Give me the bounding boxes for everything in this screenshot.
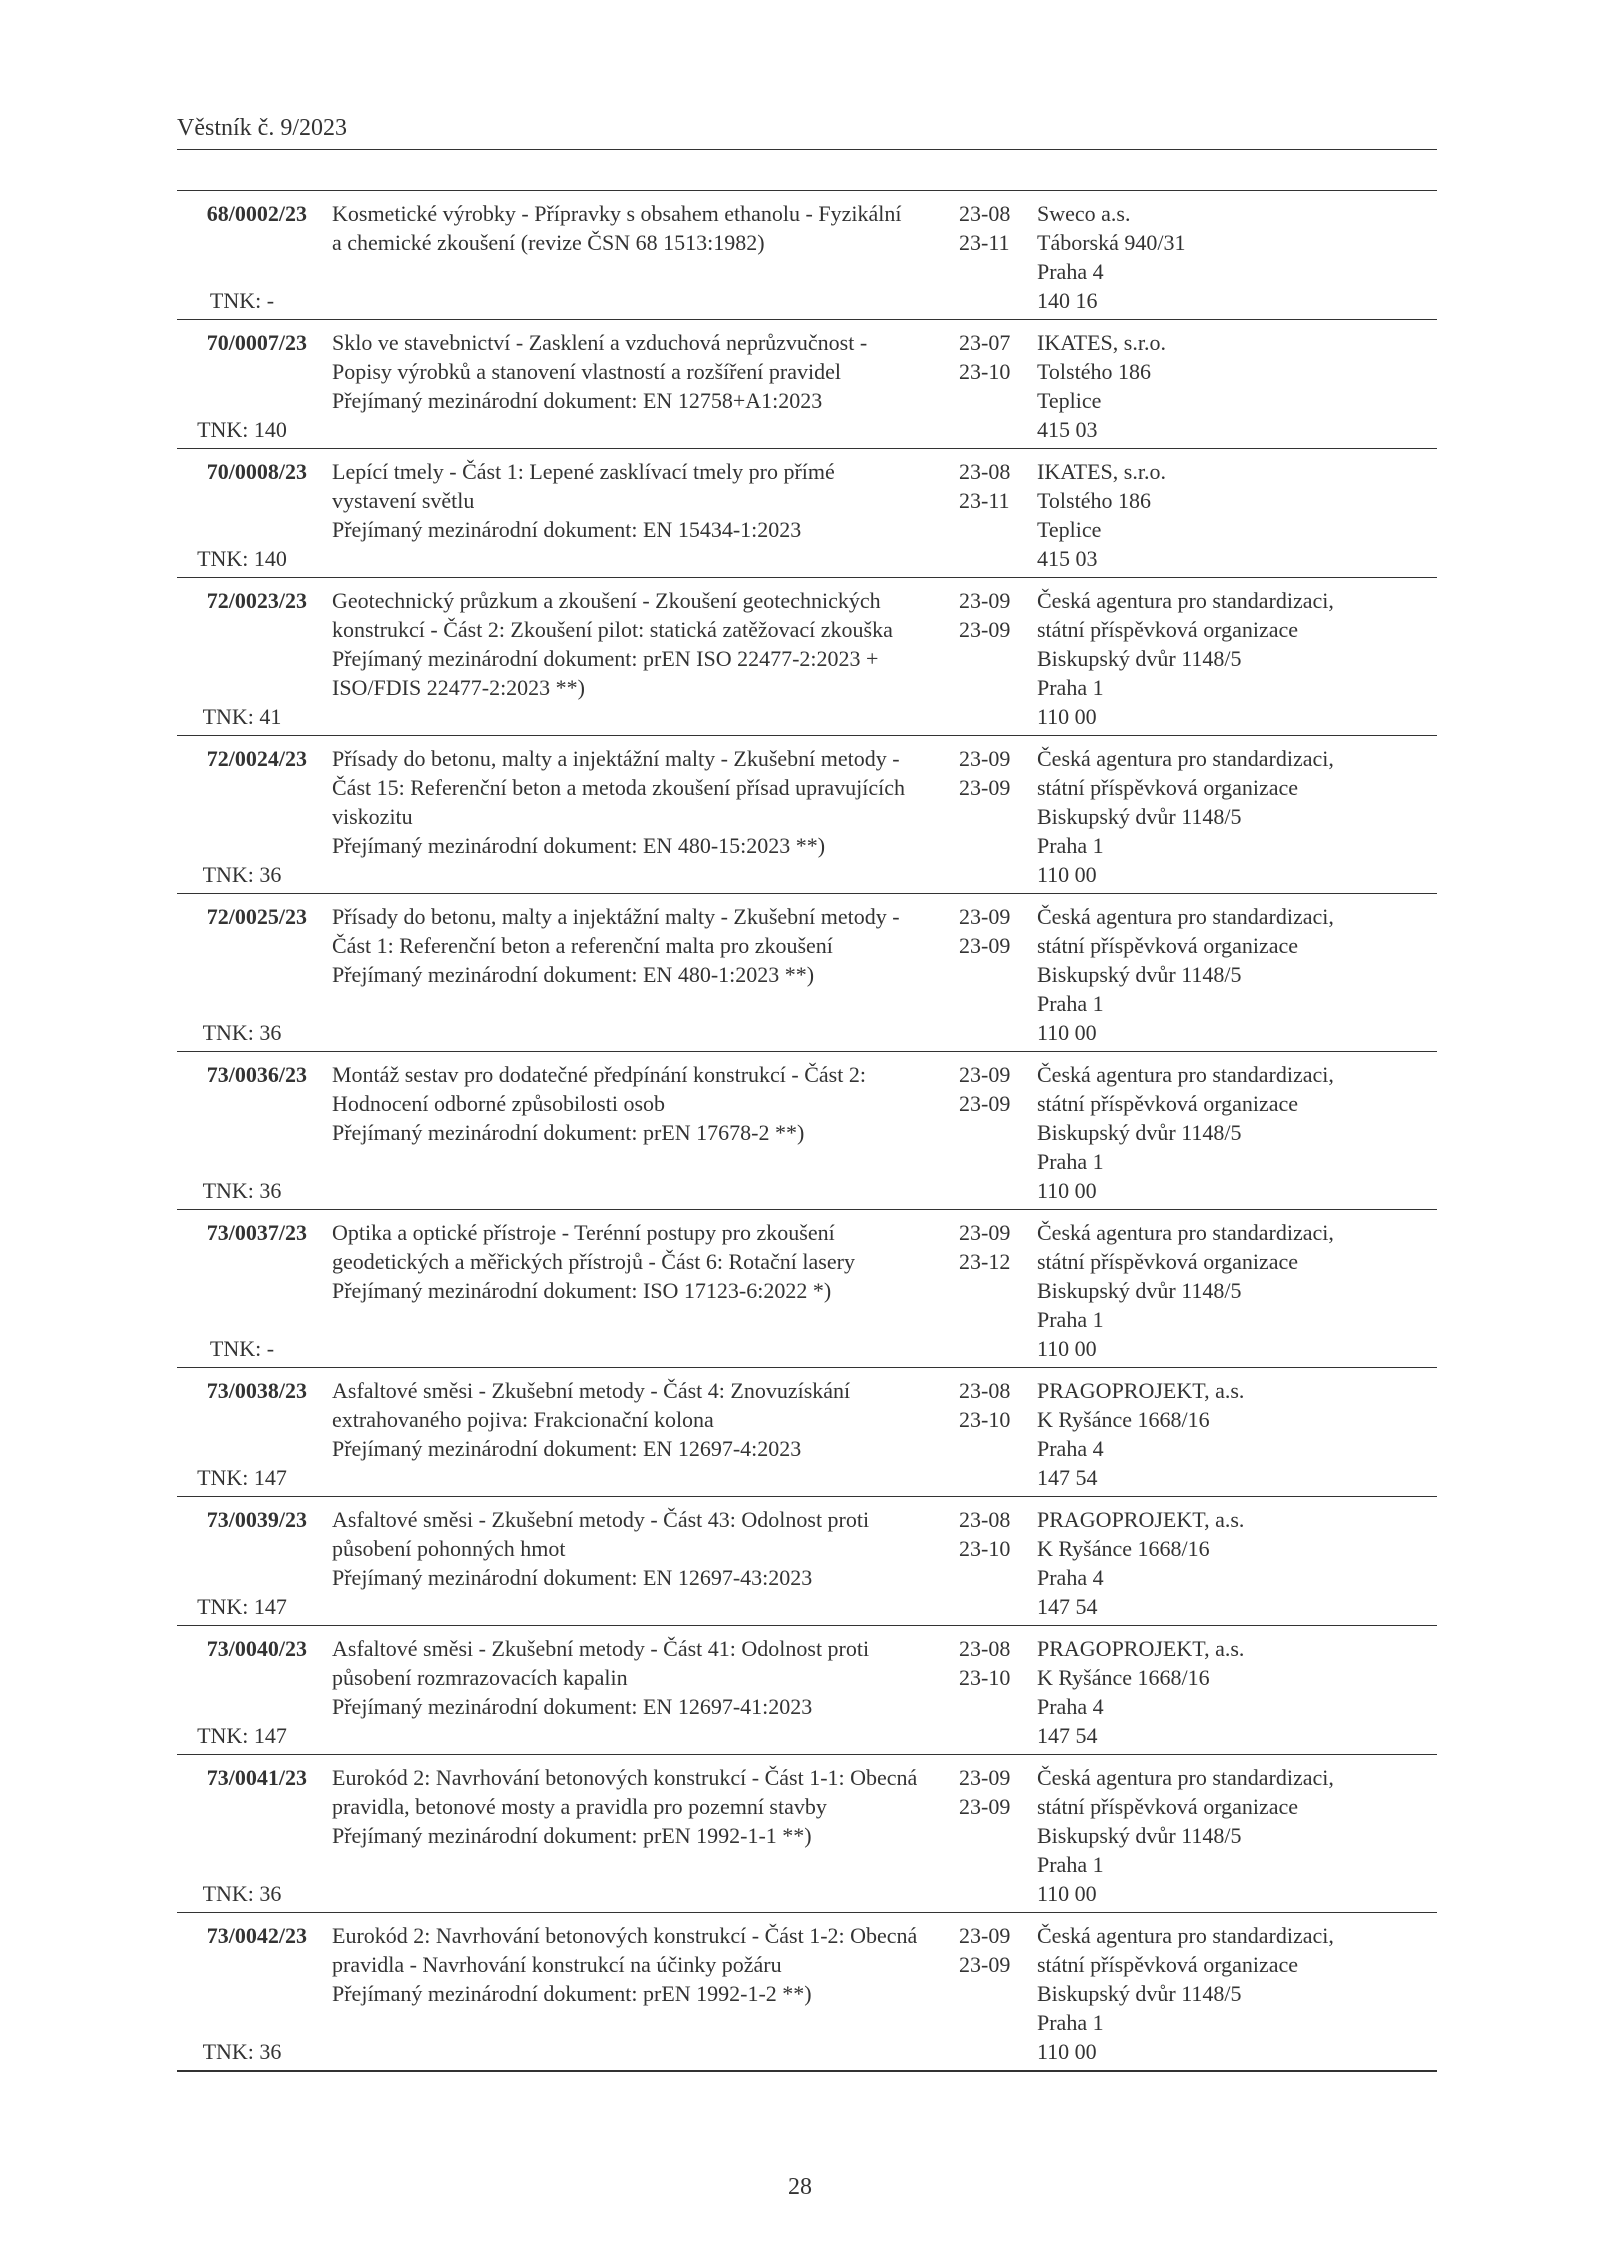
entry-organization-line: 147 54: [1037, 1594, 1098, 1619]
entry-tnk: TNK: -: [209, 288, 275, 313]
entry-dates-line: 23-08: [959, 201, 1011, 226]
entry-organization: [1037, 328, 1437, 444]
entry-number: 70/0007/23: [206, 330, 307, 355]
entry-description-line: působení rozmrazovacích kapalin: [332, 1665, 628, 1690]
entry-description-line: pravidla, betonové mosty a pravidla pro pozemní stavby: [332, 1794, 827, 1819]
entry-description-line: pravidla - Navrhování konstrukcí na účinky požáru: [332, 1952, 782, 1977]
entry-description-line: konstrukcí - Část 2: Zkoušení pilot: statická zatěžovací zkouška: [332, 617, 893, 642]
entry-number: 72/0025/23: [206, 904, 307, 929]
entry-organization-line: IKATES, s.r.o.: [1037, 330, 1166, 355]
entry-description: [307, 902, 947, 1047]
entry-organization-line: 110 00: [1037, 704, 1097, 729]
table-row: [177, 191, 1437, 320]
table-row: [177, 1368, 1437, 1497]
entry-number: 70/0008/23: [206, 459, 307, 484]
entry-description-line: Přejímaný mezinárodní dokument: EN 12758+A1:2023: [332, 388, 823, 413]
entry-organization-line: Tolstého 186: [1037, 359, 1151, 384]
entry-dates: [947, 902, 1037, 1047]
entry-dates-line: 23-09: [959, 746, 1011, 771]
entry-organization-line: Biskupský dvůr 1148/5: [1037, 646, 1242, 671]
entry-dates-line: 23-09: [959, 933, 1011, 958]
entry-number: 73/0039/23: [206, 1507, 307, 1532]
entry-description-line: Přejímaný mezinárodní dokument: prEN 17678-2 **): [332, 1120, 805, 1145]
entry-dates-line: 23-08: [959, 1507, 1011, 1532]
entry-description: [307, 1634, 947, 1750]
entry-description-line: extrahovaného pojiva: Frakcionační kolona: [332, 1407, 714, 1432]
entry-description-line: Přísady do betonu, malty a injektážní malty - Zkušební metody -: [332, 746, 900, 771]
entry-organization-line: Praha 1: [1037, 1852, 1104, 1877]
entry-description-line: Přejímaný mezinárodní dokument: EN 480-1:2023 **): [332, 962, 815, 987]
entry-organization-line: IKATES, s.r.o.: [1037, 459, 1166, 484]
bulletin-title: Věstník č. 9/2023: [177, 115, 347, 141]
entry-organization-line: státní příspěvková organizace: [1037, 775, 1299, 800]
entry-dates: [947, 744, 1037, 889]
table-row: [177, 449, 1437, 578]
entry-description-line: Přísady do betonu, malty a injektážní malty - Zkušební metody -: [332, 904, 900, 929]
table-row: [177, 1052, 1437, 1210]
entry-dates-line: 23-11: [959, 488, 1010, 513]
entry-description-line: Geotechnický průzkum a zkoušení - Zkoušení geotechnických: [332, 588, 881, 613]
entry-organization-line: PRAGOPROJEKT, a.s.: [1037, 1507, 1245, 1532]
entry-dates: [947, 1218, 1037, 1363]
entry-dates-line: 23-12: [959, 1249, 1011, 1274]
entry-organization-line: Biskupský dvůr 1148/5: [1037, 1278, 1242, 1303]
entry-description-line: Montáž sestav pro dodatečné předpínání konstrukcí - Část 2:: [332, 1062, 866, 1087]
page-number: 28: [788, 2174, 812, 2200]
entry-organization-line: 110 00: [1037, 1020, 1097, 1045]
entry-organization-line: Biskupský dvůr 1148/5: [1037, 1823, 1242, 1848]
entry-organization-line: Praha 1: [1037, 991, 1104, 1016]
entry-organization-line: státní příspěvková organizace: [1037, 1794, 1299, 1819]
entry-dates-line: 23-10: [959, 359, 1011, 384]
entry-organization-line: Táborská 940/31: [1037, 230, 1186, 255]
entry-id-cell: [177, 1763, 307, 1908]
entry-organization-line: Teplice: [1037, 388, 1102, 413]
page-header: [177, 113, 1437, 150]
entry-id-cell: [177, 457, 307, 573]
entry-organization-line: PRAGOPROJEKT, a.s.: [1037, 1378, 1245, 1403]
entry-tnk: TNK: 36: [202, 1020, 282, 1045]
entry-organization: [1037, 744, 1437, 889]
entry-dates-line: 23-07: [959, 330, 1011, 355]
entry-organization-line: 110 00: [1037, 1178, 1097, 1203]
entry-number: 73/0042/23: [206, 1923, 307, 1948]
entry-number: 72/0023/23: [206, 588, 307, 613]
entry-dates: [947, 457, 1037, 573]
entry-dates-line: 23-09: [959, 588, 1011, 613]
entry-tnk: TNK: 140: [197, 546, 287, 571]
entry-tnk: TNK: 36: [202, 862, 282, 887]
entry-dates-line: 23-10: [959, 1407, 1011, 1432]
entry-organization: [1037, 902, 1437, 1047]
entry-organization-line: Sweco a.s.: [1037, 201, 1131, 226]
entry-description-line: Přejímaný mezinárodní dokument: prEN 1992-1-1 **): [332, 1823, 812, 1848]
entry-organization-line: státní příspěvková organizace: [1037, 1952, 1299, 1977]
entry-organization-line: Česká agentura pro standardizaci,: [1037, 1923, 1334, 1948]
entry-description-line: ISO/FDIS 22477-2:2023 **): [332, 675, 586, 700]
entry-organization-line: 110 00: [1037, 1336, 1097, 1361]
entry-organization-line: Praha 1: [1037, 2010, 1104, 2035]
entry-organization-line: Praha 1: [1037, 675, 1104, 700]
entry-number: 68/0002/23: [206, 201, 307, 226]
entry-dates-line: 23-09: [959, 1091, 1011, 1116]
entry-organization-line: Praha 4: [1037, 259, 1104, 284]
entry-dates-line: 23-09: [959, 1062, 1011, 1087]
entry-description-line: Část 1: Referenční beton a referenční malta pro zkoušení: [332, 933, 833, 958]
entry-description-line: Asfaltové směsi - Zkušební metody - Část 43: Odolnost proti: [332, 1507, 870, 1532]
entry-dates-line: 23-09: [959, 617, 1011, 642]
table-row: [177, 1913, 1437, 2072]
entry-organization: [1037, 1376, 1437, 1492]
bulletin-table: [177, 190, 1437, 2072]
entry-description: [307, 1376, 947, 1492]
entry-organization-line: K Ryšánce 1668/16: [1037, 1407, 1210, 1432]
entry-organization: [1037, 1060, 1437, 1205]
entry-organization-line: PRAGOPROJEKT, a.s.: [1037, 1636, 1245, 1661]
entry-organization-line: Biskupský dvůr 1148/5: [1037, 962, 1242, 987]
entry-organization-line: 140 16: [1037, 288, 1098, 313]
entry-id-cell: [177, 1060, 307, 1205]
entry-organization: [1037, 199, 1437, 315]
entry-organization-line: 415 03: [1037, 546, 1098, 571]
table-row: [177, 736, 1437, 894]
entry-dates-line: 23-08: [959, 1378, 1011, 1403]
entry-dates-line: 23-09: [959, 1794, 1011, 1819]
entry-description-line: Přejímaný mezinárodní dokument: EN 12697-41:2023: [332, 1694, 813, 1719]
entry-description-line: Optika a optické přístroje - Terénní postupy pro zkoušení: [332, 1220, 835, 1245]
entry-id-cell: [177, 328, 307, 444]
entry-description-line: viskozitu: [332, 804, 413, 829]
entry-dates: [947, 1763, 1037, 1908]
entry-id-cell: [177, 1376, 307, 1492]
entry-organization-line: Česká agentura pro standardizaci,: [1037, 746, 1334, 771]
entry-description: [307, 457, 947, 573]
entry-dates: [947, 1634, 1037, 1750]
entry-description-line: Asfaltové směsi - Zkušební metody - Část 41: Odolnost proti: [332, 1636, 870, 1661]
entry-description: [307, 1218, 947, 1363]
entry-organization-line: Praha 4: [1037, 1436, 1104, 1461]
entry-dates: [947, 199, 1037, 315]
entry-organization-line: státní příspěvková organizace: [1037, 1249, 1299, 1274]
entry-tnk: TNK: 36: [202, 2039, 282, 2064]
entry-description: [307, 586, 947, 731]
entry-description: [307, 1763, 947, 1908]
table-row: [177, 320, 1437, 449]
entry-description-line: Přejímaný mezinárodní dokument: EN 12697-43:2023: [332, 1565, 813, 1590]
entry-organization-line: Česká agentura pro standardizaci,: [1037, 1220, 1334, 1245]
entry-id-cell: [177, 744, 307, 889]
entry-organization: [1037, 1921, 1437, 2066]
entry-dates-line: 23-09: [959, 1765, 1011, 1790]
table-row: [177, 578, 1437, 736]
entry-organization: [1037, 457, 1437, 573]
entry-description-line: Přejímaný mezinárodní dokument: EN 480-15:2023 **): [332, 833, 826, 858]
entry-description-line: Část 15: Referenční beton a metoda zkoušení přísad upravujících: [332, 775, 906, 800]
entry-description-line: vystavení světlu: [332, 488, 475, 513]
entry-tnk: TNK: 140: [197, 417, 287, 442]
entry-dates: [947, 586, 1037, 731]
entry-organization-line: Praha 1: [1037, 1307, 1104, 1332]
entry-dates-line: 23-08: [959, 1636, 1011, 1661]
entry-organization-line: 147 54: [1037, 1723, 1098, 1748]
entry-organization-line: Teplice: [1037, 517, 1102, 542]
entry-id-cell: [177, 199, 307, 315]
entry-dates-line: 23-09: [959, 775, 1011, 800]
entry-organization-line: Praha 1: [1037, 833, 1104, 858]
table-row: [177, 894, 1437, 1052]
entry-number: 72/0024/23: [206, 746, 307, 771]
entry-organization-line: Biskupský dvůr 1148/5: [1037, 1981, 1242, 2006]
entry-id-cell: [177, 1634, 307, 1750]
entry-dates: [947, 1376, 1037, 1492]
entry-dates: [947, 328, 1037, 444]
entry-tnk: TNK: 147: [197, 1465, 287, 1490]
entry-organization-line: Praha 1: [1037, 1149, 1104, 1174]
entry-dates: [947, 1060, 1037, 1205]
entry-dates-line: 23-09: [959, 1220, 1011, 1245]
entry-organization: [1037, 1218, 1437, 1363]
entry-description-line: Eurokód 2: Navrhování betonových konstrukcí - Část 1-2: Obecná: [332, 1923, 918, 1948]
entry-organization: [1037, 1634, 1437, 1750]
entry-description-line: Přejímaný mezinárodní dokument: EN 12697-4:2023: [332, 1436, 802, 1461]
entry-description-line: Přejímaný mezinárodní dokument: ISO 17123-6:2022 *): [332, 1278, 832, 1303]
entry-description-line: Hodnocení odborné způsobilosti osob: [332, 1091, 666, 1116]
entry-description: [307, 1505, 947, 1621]
entry-description-line: působení pohonných hmot: [332, 1536, 566, 1561]
entry-organization-line: státní příspěvková organizace: [1037, 933, 1299, 958]
entry-tnk: TNK: 36: [202, 1881, 282, 1906]
entry-organization-line: K Ryšánce 1668/16: [1037, 1665, 1210, 1690]
entry-organization-line: Česká agentura pro standardizaci,: [1037, 1062, 1334, 1087]
entry-tnk: TNK: -: [209, 1336, 275, 1361]
entry-organization-line: 147 54: [1037, 1465, 1098, 1490]
entry-organization-line: Česká agentura pro standardizaci,: [1037, 904, 1334, 929]
entry-organization-line: Praha 4: [1037, 1694, 1104, 1719]
entry-dates-line: 23-08: [959, 459, 1011, 484]
entry-number: 73/0036/23: [206, 1062, 307, 1087]
entry-tnk: TNK: 41: [202, 704, 282, 729]
entry-description-line: Kosmetické výrobky - Přípravky s obsahem ethanolu - Fyzikální: [332, 201, 902, 226]
entry-description-line: Popisy výrobků a stanovení vlastností a rozšíření pravidel: [332, 359, 841, 384]
entry-organization: [1037, 1505, 1437, 1621]
table-row: [177, 1626, 1437, 1755]
entry-dates-line: 23-09: [959, 1923, 1011, 1948]
entry-dates-line: 23-10: [959, 1536, 1011, 1561]
entry-organization-line: Biskupský dvůr 1148/5: [1037, 804, 1242, 829]
entry-id-cell: [177, 1218, 307, 1363]
entry-dates-line: 23-09: [959, 904, 1011, 929]
entry-number: 73/0040/23: [206, 1636, 307, 1661]
entry-dates-line: 23-11: [959, 230, 1010, 255]
entry-organization-line: 110 00: [1037, 1881, 1097, 1906]
entry-id-cell: [177, 1505, 307, 1621]
entry-description: [307, 1060, 947, 1205]
entry-description-line: Přejímaný mezinárodní dokument: prEN 1992-1-2 **): [332, 1981, 812, 2006]
entry-organization-line: 415 03: [1037, 417, 1098, 442]
table-row: [177, 1210, 1437, 1368]
entry-description: [307, 744, 947, 889]
entry-tnk: TNK: 147: [197, 1594, 287, 1619]
entry-id-cell: [177, 902, 307, 1047]
entry-dates: [947, 1505, 1037, 1621]
entry-organization-line: státní příspěvková organizace: [1037, 1091, 1299, 1116]
entry-organization-line: 110 00: [1037, 2039, 1097, 2064]
entry-dates: [947, 1921, 1037, 2066]
entry-description-line: Asfaltové směsi - Zkušební metody - Část 4: Znovuzískání: [332, 1378, 851, 1403]
entry-number: 73/0038/23: [206, 1378, 307, 1403]
entry-tnk: TNK: 147: [197, 1723, 287, 1748]
entry-organization-line: 110 00: [1037, 862, 1097, 887]
table-row: [177, 1497, 1437, 1626]
entry-description-line: Eurokód 2: Navrhování betonových konstrukcí - Část 1-1: Obecná: [332, 1765, 918, 1790]
entry-description: [307, 199, 947, 315]
entry-organization: [1037, 1763, 1437, 1908]
entry-description: [307, 1921, 947, 2066]
entry-number: 73/0037/23: [206, 1220, 307, 1245]
entry-description-line: Přejímaný mezinárodní dokument: EN 15434-1:2023: [332, 517, 802, 542]
entry-tnk: TNK: 36: [202, 1178, 282, 1203]
entry-organization-line: Praha 4: [1037, 1565, 1104, 1590]
entry-description-line: Lepící tmely - Část 1: Lepené zasklívací tmely pro přímé: [332, 459, 835, 484]
entry-organization-line: K Ryšánce 1668/16: [1037, 1536, 1210, 1561]
entry-organization-line: Česká agentura pro standardizaci,: [1037, 588, 1334, 613]
entry-number: 73/0041/23: [206, 1765, 307, 1790]
entry-id-cell: [177, 1921, 307, 2066]
entry-description-line: Sklo ve stavebnictví - Zasklení a vzduchová neprůzvučnost -: [332, 330, 868, 355]
entry-dates-line: 23-10: [959, 1665, 1011, 1690]
table-row: [177, 1755, 1437, 1913]
entry-organization-line: Česká agentura pro standardizaci,: [1037, 1765, 1334, 1790]
entry-organization-line: Biskupský dvůr 1148/5: [1037, 1120, 1242, 1145]
entry-description-line: a chemické zkoušení (revize ČSN 68 1513:1982): [332, 230, 765, 255]
entry-organization-line: Tolstého 186: [1037, 488, 1151, 513]
entry-description-line: geodetických a měřických přístrojů - Část 6: Rotační lasery: [332, 1249, 855, 1274]
entry-dates-line: 23-09: [959, 1952, 1011, 1977]
entry-description: [307, 328, 947, 444]
entry-id-cell: [177, 586, 307, 731]
entry-organization-line: státní příspěvková organizace: [1037, 617, 1299, 642]
entry-description-line: Přejímaný mezinárodní dokument: prEN ISO 22477-2:2023 +: [332, 646, 879, 671]
entry-organization: [1037, 586, 1437, 731]
